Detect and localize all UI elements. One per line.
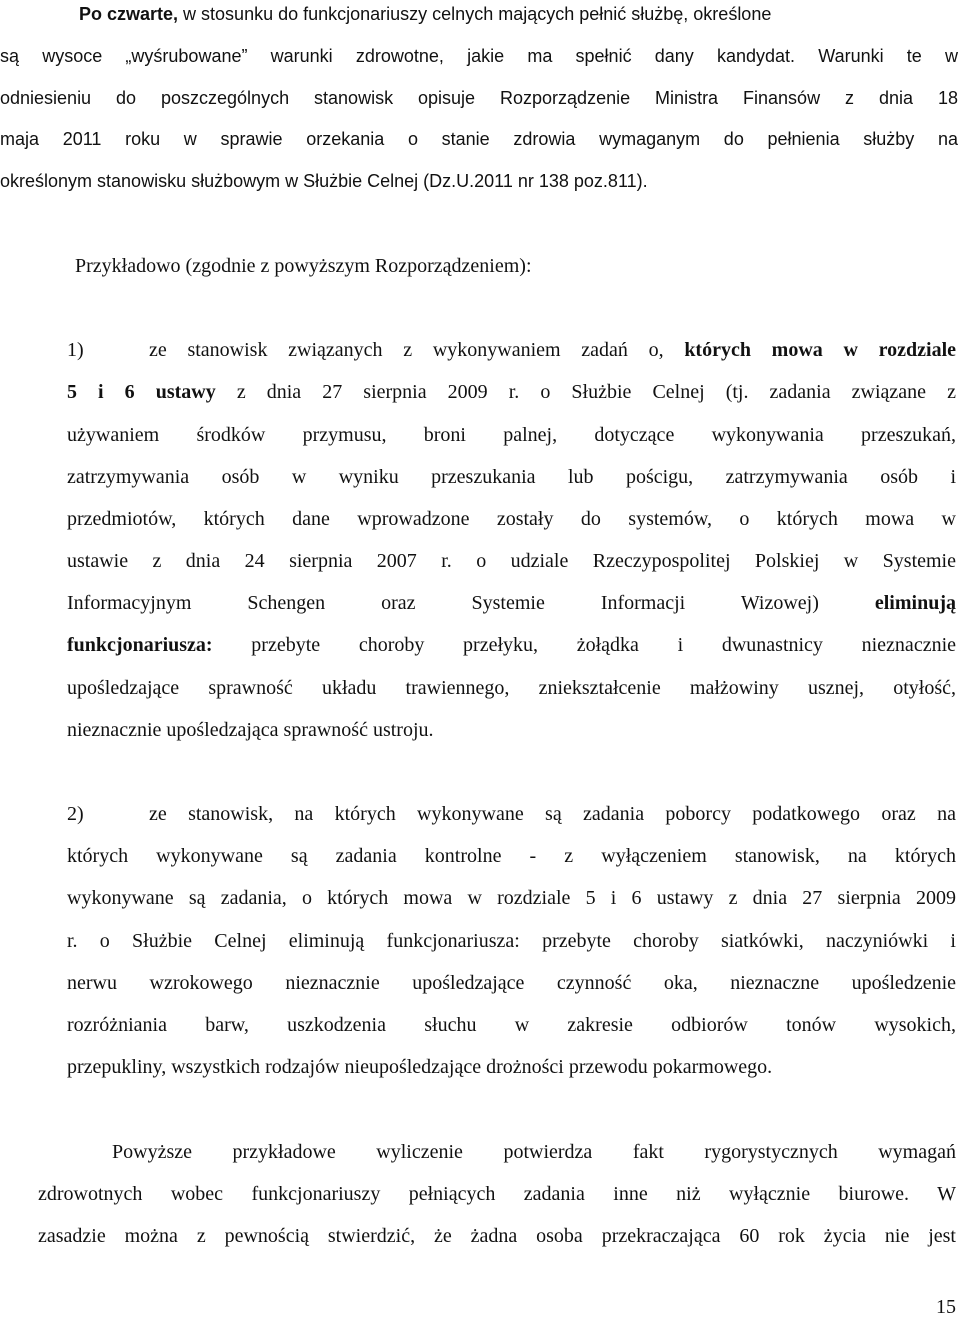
paragraph-line: upośledzające sprawność układu trawiennego, zniekształcenie małżowiny usznej, otyłość, [67, 677, 956, 699]
paragraph-line: ze stanowisk, na których wykonywane są zadania poborcy podatkowego oraz na [149, 803, 956, 825]
paragraph-line: Po czwarte, w stosunku do funkcjonariuszy celnych mających pełnić służbę, określone [79, 4, 772, 24]
paragraph-line: nerwu wzrokowego nieznacznie upośledzające czynność oka, nieznaczne upośledzenie [67, 972, 956, 994]
paragraph-line: zatrzymywania osób w wyniku przeszukania lub pościgu, zatrzymywania osób i [67, 466, 956, 488]
paragraph-line: funkcjonariusza: przebyte choroby przełyku, żołądka i dwunastnicy nieznacznie [67, 634, 957, 656]
list-intro: Przykładowo (zgodnie z powyższym Rozporządzeniem): [75, 255, 532, 277]
list-number: 2) [67, 803, 84, 825]
paragraph-line: ustawie z dnia 24 sierpnia 2007 r. o udziale Rzeczypospolitej Polskiej w Systemie [67, 550, 956, 572]
paragraph-line: zasadzie można z pewnością stwierdzić, że żadna osoba przekraczająca 60 rok życia nie jest [38, 1225, 956, 1247]
paragraph-line: używaniem środków przymusu, broni palnej, dotyczące wykonywania przeszukań, [67, 424, 956, 446]
paragraph-line: Informacyjnym Schengen oraz Systemie Informacji Wizowej) eliminują [67, 592, 956, 614]
paragraph-line: nieznacznie upośledzająca sprawność ustroju. [67, 719, 434, 741]
paragraph-line: których wykonywane są zadania kontrolne - z wyłączeniem stanowisk, na których [67, 845, 956, 867]
paragraph-line: Powyższe przykładowe wyliczenie potwierdza fakt rygorystycznych wymagań [112, 1141, 956, 1163]
paragraph-line: zdrowotnych wobec funkcjonariuszy pełniących zadania inne niż wyłącznie biurowe. W [38, 1183, 956, 1205]
paragraph-line: rozróżniania barw, uszkodzenia słuchu w zakresie odbiorów tonów wysokich, [67, 1014, 956, 1036]
paragraph-line: ze stanowisk związanych z wykonywaniem zadań o, których mowa w rozdziale [149, 339, 957, 361]
bold-lead: Po czwarte, [79, 4, 179, 24]
page-number: 15 [936, 1296, 956, 1318]
paragraph-line: maja 2011 roku w sprawie orzekania o stanie zdrowia wymaganym do pełnienia służby na [0, 129, 958, 149]
paragraph-line: przedmiotów, których dane wprowadzone zostały do systemów, o których mowa w [67, 508, 956, 530]
paragraph-line: 5 i 6 ustawy z dnia 27 sierpnia 2009 r. o Służbie Celnej (tj. zadania związane z [67, 381, 956, 403]
paragraph-line: są wysoce „wyśrubowane” warunki zdrowotne, jakie ma spełnić dany kandydat. Warunki te w [0, 46, 958, 66]
paragraph-line: odniesieniu do poszczególnych stanowisk opisuje Rozporządzenie Ministra Finansów z dnia 18 [0, 88, 958, 108]
paragraph-line: r. o Służbie Celnej eliminują funkcjonariusza: przebyte choroby siatkówki, naczyniówki i [67, 930, 956, 952]
paragraph-line: określonym stanowisku służbowym w Służbie Celnej (Dz.U.2011 nr 138 poz.811). [0, 171, 648, 191]
paragraph-line: przepukliny, wszystkich rodzajów nieupośledzające drożności przewodu pokarmowego. [67, 1056, 773, 1078]
list-number: 1) [67, 339, 84, 361]
paragraph-line: wykonywane są zadania, o których mowa w rozdziale 5 i 6 ustawy z dnia 27 sierpnia 2009 [67, 887, 956, 909]
